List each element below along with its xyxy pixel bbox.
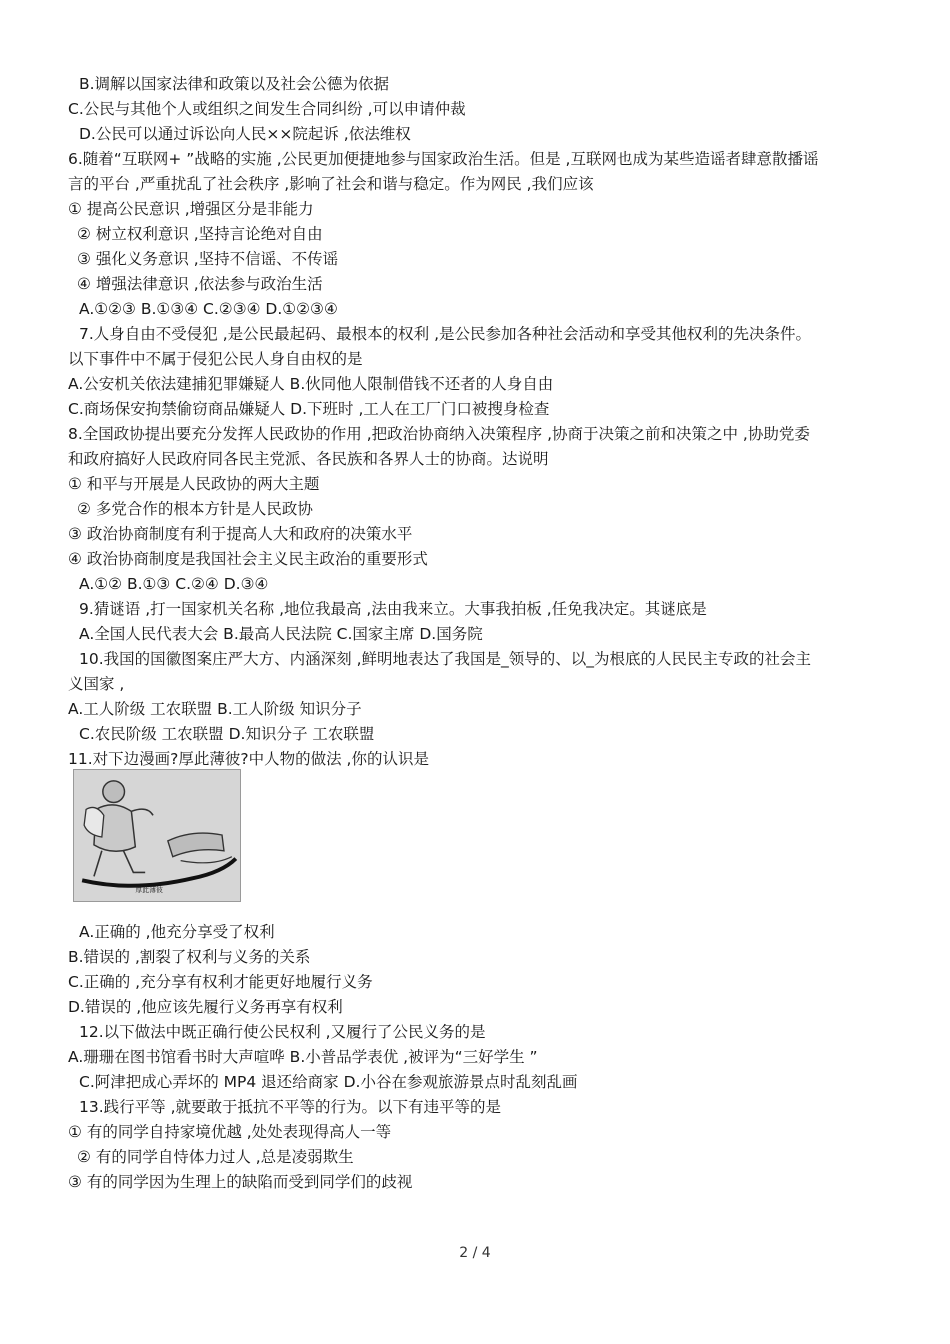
text-line: D.错误的 ,他应该先履行义务再享有权利 bbox=[68, 998, 343, 1016]
text-line: A.公安机关依法建捕犯罪嫌疑人 B.伙同他人限制借钱不还者的人身自由 bbox=[68, 375, 554, 393]
text-line: ③ 有的同学因为生理上的缺陷而受到同学们的歧视 bbox=[68, 1173, 413, 1191]
cartoon-caption: 厚此薄彼 bbox=[135, 886, 163, 895]
text-line: ② 多党合作的根本方针是人民政协 bbox=[77, 500, 313, 518]
text-line: 11.对下边漫画?厚此薄彼?中人物的做法 ,你的认识是 bbox=[68, 750, 429, 768]
text-line: ① 和平与开展是人民政协的两大主题 bbox=[68, 475, 320, 493]
cartoon-image bbox=[73, 769, 241, 902]
text-line: 7.人身自由不受侵犯 ,是公民最起码、最根本的权利 ,是公民参加各种社会活动和享受其他权利的先决条件。 bbox=[79, 325, 811, 343]
text-line: A.全国人民代表大会 B.最高人民法院 C.国家主席 D.国务院 bbox=[79, 625, 483, 643]
text-line: A.①②③ B.①③④ C.②③④ D.①②③④ bbox=[79, 300, 338, 318]
cartoon-drawing bbox=[74, 770, 240, 901]
text-line: 9.猜谜语 ,打一国家机关名称 ,地位我最高 ,法由我来立。大事我拍板 ,任免我决定。其谜底是 bbox=[79, 600, 707, 618]
text-line: 8.全国政协提出要充分发挥人民政协的作用 ,把政治协商纳入决策程序 ,协商于决策之前和决策之中 ,协助党委 bbox=[68, 425, 810, 443]
text-line: 以下事件中不属于侵犯公民人身自由权的是 bbox=[68, 350, 363, 368]
text-line: ② 树立权利意识 ,坚持言论绝对自由 bbox=[77, 225, 323, 243]
text-line: D.公民可以通过诉讼向人民××院起诉 ,依法维权 bbox=[79, 125, 411, 143]
text-line: B.错误的 ,割裂了权利与义务的关系 bbox=[68, 948, 311, 966]
text-line: C.阿津把成心弄坏的 MP4 退还给商家 D.小谷在参观旅游景点时乱刻乱画 bbox=[79, 1073, 578, 1091]
text-line: ④ 政治协商制度是我国社会主义民主政治的重要形式 bbox=[68, 550, 428, 568]
text-line: ④ 增强法律意识 ,依法参与政治生活 bbox=[77, 275, 323, 293]
text-line: ③ 政治协商制度有利于提高人大和政府的决策水平 bbox=[68, 525, 413, 543]
document-body-top bbox=[68, 72, 883, 772]
text-line: C.公民与其他个人或组织之间发生合同纠纷 ,可以申请仲裁 bbox=[68, 100, 466, 118]
text-line: 和政府搞好人民政府同各民主党派、各民族和各界人士的协商。达说明 bbox=[68, 450, 549, 468]
page-number: 2 / 4 bbox=[459, 1245, 491, 1261]
text-line: ③ 强化义务意识 ,坚持不信谣、不传谣 bbox=[77, 250, 339, 268]
text-line: C.农民阶级 工农联盟 D.知识分子 工农联盟 bbox=[79, 725, 375, 743]
text-line: 6.随着“互联网+ ”战略的实施 ,公民更加便捷地参与国家政治生活。但是 ,互联网也成为某些造谣者肆意散播谣 bbox=[68, 150, 819, 168]
text-line: C.商场保安拘禁偷窃商品嫌疑人 D.下班时 ,工人在工厂门口被搜身检查 bbox=[68, 400, 550, 418]
text-line: B.调解以国家法律和政策以及社会公德为依据 bbox=[79, 75, 390, 93]
text-line: ① 有的同学自持家境优越 ,处处表现得高人一等 bbox=[68, 1123, 392, 1141]
text-line: A.珊珊在图书馆看书时大声喧哗 B.小普品学表优 ,被评为“三好学生 ” bbox=[68, 1048, 538, 1066]
text-line: 13.践行平等 ,就要敢于抵抗不平等的行为。以下有违平等的是 bbox=[79, 1098, 502, 1116]
text-line: A.①② B.①③ C.②④ D.③④ bbox=[79, 575, 269, 593]
text-line: A.正确的 ,他充分享受了权利 bbox=[79, 923, 275, 941]
text-line: 义国家 , bbox=[68, 675, 125, 693]
text-line: 10.我国的国徽图案庄严大方、内涵深刻 ,鲜明地表达了我国是_领导的、以_为根底的人民民主专政的社会主 bbox=[79, 650, 812, 668]
text-line: C.正确的 ,充分享有权利才能更好地履行义务 bbox=[68, 973, 373, 991]
text-line: 言的平台 ,严重扰乱了社会秩序 ,影响了社会和谐与稳定。作为网民 ,我们应该 bbox=[68, 175, 594, 193]
text-line: ② 有的同学自恃体力过人 ,总是凌弱欺生 bbox=[77, 1148, 354, 1166]
text-line: ① 提高公民意识 ,增强区分是非能力 bbox=[68, 200, 314, 218]
document-body-bottom bbox=[68, 920, 883, 1195]
text-line: 12.以下做法中既正确行使公民权利 ,又履行了公民义务的是 bbox=[79, 1023, 486, 1041]
text-line: A.工人阶级 工农联盟 B.工人阶级 知识分子 bbox=[68, 700, 362, 718]
